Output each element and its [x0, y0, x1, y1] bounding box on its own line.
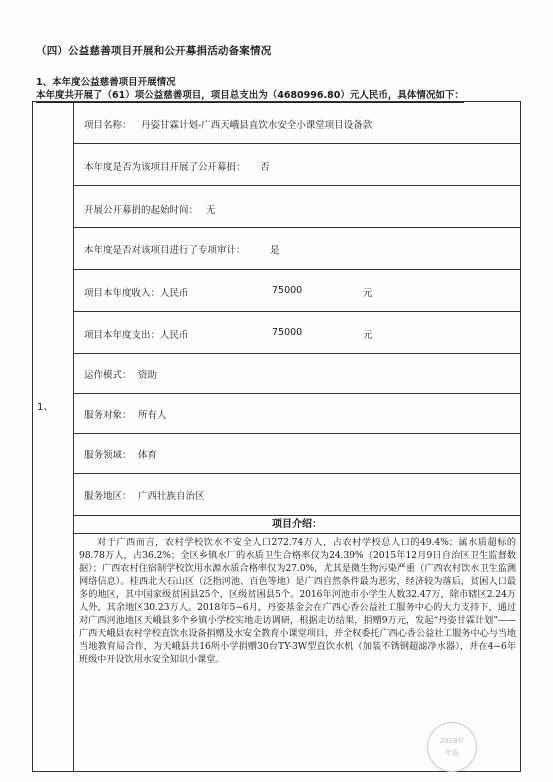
mode-label: 运作模式： — [84, 370, 132, 381]
stamp-year: 2018年 — [439, 737, 465, 745]
row-area — [74, 474, 520, 516]
row-index: 1、 — [37, 402, 54, 413]
audit-value: 是 — [270, 245, 280, 256]
area-value: 广西壮族自治区 — [138, 491, 205, 502]
row-expense — [74, 312, 520, 354]
intro-text: 对于广西而言，农村学校饮水不安全人口272.74万人，占农村学校总人口的49.4%；属水质超标的98.78万人，占36.2%；全区乡镇水厂的水质卫生合格率仅为24.39%（2015年12月9日自治区卫生监督数据）；广西农村住宿制学校饮用水源水质合格率仅为27.0%，尤其是微生物污染严重（广西农村饮水卫生监测网络信息）。桂西北大石山区（泛指河池、百色等地）是广西自然条件最为恶劣，经济较为落后，贫困人口最多的地区，其中国家级贫困县25个，区级贫困县5个。2016年河池市小学生人数32.47万，除市辖区2.24万人外，其余地区30.23万人。2018年5~6月，丹姿基金会在广西心香公益社工服务中心的大力支持下，通过对广西河池地区天峨县多个乡镇小学校实地走访调研，根据走访结果，捐赠9万元，发起“丹姿甘霖计划”——广西天峨县农村学校直饮水设备捐赠及水安全教育小课堂项目，并全权委托广西心香公益社工服务中心与当地当地教育局合作，为天峨县共16所小学捐赠30台TY-3W型直饮水机（加装不锈钢超滤净水器），并在4~6年班级中开设饮用水安全知识小课堂。 — [79, 537, 516, 665]
public-fundraising-label: 本年度是否为该项目开展了公开募捐： — [84, 162, 246, 173]
income-amount: 75000 — [272, 285, 303, 296]
mode-value: 资助 — [138, 370, 158, 381]
public-fundraising-value: 否 — [260, 162, 270, 173]
income-unit: 元 — [363, 288, 373, 299]
expense-unit: 元 — [363, 330, 373, 341]
audit-label: 本年度是否对该项目进行了专项审计： — [84, 245, 246, 256]
intro-heading: 项目介绍： — [74, 516, 520, 534]
row-start-time — [74, 186, 520, 228]
expense-amount: 75000 — [272, 327, 303, 338]
target-value: 所有人 — [138, 410, 167, 421]
row-target — [74, 394, 520, 434]
row-mode — [74, 354, 520, 394]
row-audit — [74, 228, 520, 270]
field-label: 服务领域： — [84, 450, 132, 461]
expense-label: 项目本年度支出：人民币 — [84, 330, 189, 341]
row-project-name — [74, 102, 520, 144]
row-public-fundraising — [74, 144, 520, 186]
income-label: 项目本年度收入：人民币 — [84, 288, 189, 299]
field-value: 体育 — [138, 450, 158, 461]
section-title: （四）公益慈善项目开展和公开募捐活动备案情况 — [36, 45, 272, 57]
start-time-value: 无 — [206, 205, 216, 216]
row-income — [74, 270, 520, 312]
project-table — [32, 101, 521, 772]
project-name-label: 项目名称： — [84, 120, 132, 131]
start-time-label: 开展公开募捐的起始时间： — [84, 205, 199, 216]
area-label: 服务地区： — [84, 491, 132, 502]
target-label: 服务对象： — [84, 410, 132, 421]
row-field — [74, 434, 520, 474]
stamp-label: 年报 — [445, 749, 459, 757]
subsection-title: 1、本年度公益慈善项目开展情况 — [36, 77, 176, 88]
annual-report-stamp — [427, 722, 477, 772]
summary-line: 本年度共开展了（61）项公益慈善项目，项目总支出为（4680996.80）元人民币，具体情况如下： — [36, 87, 464, 103]
project-name-value: 丹姿甘霖计划-广西天峨县直饮水安全小课堂项目设备款 — [141, 120, 373, 131]
